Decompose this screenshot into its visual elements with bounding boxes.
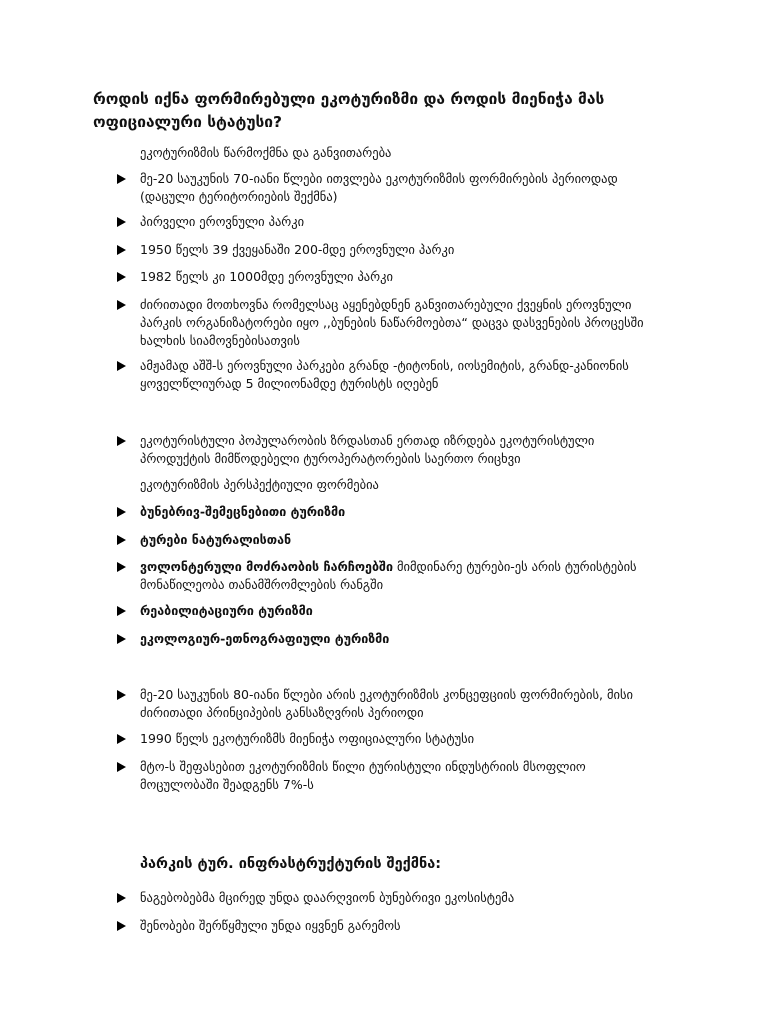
bullet-arrow-icon [117, 893, 126, 903]
list-item [117, 241, 677, 259]
bullet-arrow-icon [117, 507, 126, 517]
list-item [117, 357, 677, 393]
list-item [117, 170, 677, 206]
list-item-bold: ტურები ნატურალისთან [140, 532, 292, 547]
list-item-text: მე-20 საუკუნის 70-იანი წლები ითვლება ეკოტურიზმის ფორმირების პერიოდად (დაცული ტერიტორიების შექმნა) [140, 171, 618, 204]
bullet-arrow-icon [117, 606, 126, 616]
list-item [117, 730, 677, 748]
list-item-bold: ბუნებრივ-შემეცნებითი ტურიზმი [140, 504, 346, 519]
page-heading: როდის იქნა ფორმირებული ეკოტურიზმი და როდის მიენიჭა მას ოფიციალური სტატუსი? [93, 90, 605, 131]
list-item-text: ძირითადი მოთხოვნა რომელსაც აყენებდნენ განვითარებული ქვეყნის ეროვნული პარკის ორგანიზატორები იყო ,,ბუნების ნაწარმოებთა“ დაცვა დასვენების პროცესში ხალხის სიამოვნებისათვის [140, 297, 644, 348]
subheading-formation: ეკოტურიზმის წარმოქმნა და განვითარება [140, 145, 392, 160]
list-item-text: 1950 წელს 39 ქვეყანაში 200-მდე ეროვნული პარკი [140, 242, 455, 257]
list-item-bold: ეკოლოგიურ-ეთნოგრაფიული ტურიზმი [140, 631, 390, 646]
bullet-arrow-icon [117, 174, 126, 184]
list-item-bold: ვოლონტერული მოძრაობის ჩარჩოებში [140, 559, 393, 574]
list-item-text: ეკოტურისტული პოპულარობის ზრდასთან ერთად იზრდება ეკოტურისტული პროდუქტის მიმწოდებელი ტუროპერატორების საერთო რიცხვი [140, 433, 595, 466]
bullet-arrow-icon [117, 562, 126, 572]
list-item [117, 889, 677, 907]
bullet-arrow-icon [117, 535, 126, 545]
bullet-arrow-icon [117, 634, 126, 644]
list-item-bold: რეაბილიტაციური ტურიზმი [140, 603, 313, 618]
list-item-text: ნაგებობებმა მცირედ უნდა დაარღვიონ ბუნებრივი ეკოსისტემა [140, 890, 515, 905]
list-item [117, 630, 677, 648]
bullet-arrow-icon [117, 272, 126, 282]
bullet-arrow-icon [117, 436, 126, 446]
list-item-text: პირველი ეროვნული პარკი [140, 214, 305, 229]
list-item [117, 213, 677, 231]
bullet-arrow-icon [117, 300, 126, 310]
bullet-arrow-icon [117, 245, 126, 255]
list-item [117, 503, 677, 521]
bullet-arrow-icon [117, 921, 126, 931]
list-item [117, 432, 677, 468]
bullet-arrow-icon [117, 361, 126, 371]
bullet-arrow-icon [117, 762, 126, 772]
list-item-text: ამჟამად აშშ-ს ეროვნული პარკები გრანდ -ტიტონის, იოსემიტის, გრანდ-კანიონის ყოველწლიურად 5 მილიონამდე ტურისტს იღებენ [140, 358, 629, 391]
bullet-arrow-icon [117, 690, 126, 700]
list-item-text: 1990 წელს ეკოტურიზმს მიენიჭა ოფიციალური სტატუსი [140, 731, 475, 746]
list-item [117, 917, 677, 935]
list-item-text: მტო-ს შეფასებით ეკოტურიზმის წილი ტურისტული ინდუსტრიის მსოფლიო მოცულობაში შეადგენს 7%-ს [140, 759, 586, 792]
list-item-text: შენობები შერწყმული უნდა იყვნენ გარემოს [140, 918, 401, 933]
section-heading-infrastructure: პარკის ტურ. ინფრასტრუქტურის შექმნა: [140, 856, 442, 872]
list-item [117, 268, 677, 286]
list-item [117, 602, 677, 620]
list-item-text: მე-20 საუკუნის 80-იანი წლები არის ეკოტურიზმის კონცეფციის ფორმირების, მისი ძირითადი პრინციპების განსაზღვრის პერიოდი [140, 687, 633, 720]
subheading-forms: ეკოტურიზმის პერსპექტიული ფორმებია [140, 477, 379, 492]
list-item [117, 296, 677, 350]
list-item [117, 558, 677, 594]
list-item [117, 758, 677, 794]
bullet-arrow-icon [117, 734, 126, 744]
list-item [117, 531, 677, 549]
list-item-text: 1982 წელს კი 1000მდე ეროვნული პარკი [140, 269, 393, 284]
list-item [117, 686, 677, 722]
bullet-arrow-icon [117, 217, 126, 227]
list-item-text: მიმდინარე ტურები-ეს არის ტურისტების მონაწილეობა თანამშრომლების რანგში [140, 559, 637, 592]
